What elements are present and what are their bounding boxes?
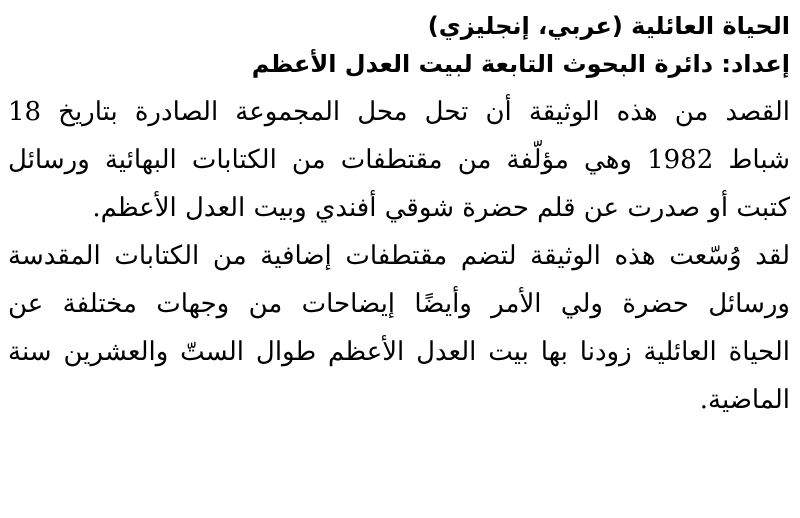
paragraph-1-line-2: شباط 1982 وهي مؤلّفة من مقتطفات من الكتابات البهائية ورسائل (8, 145, 790, 175)
paragraph-2-line-2: ورسائل حضرة ولي الأمر وأيضًا إيضاحات من وجهات مختلفة عن (8, 289, 790, 319)
paragraph-1-line-3: كتبت أو صدرت عن قلم حضرة شوقي أفندي وبيت العدل الأعظم. (92, 193, 790, 223)
paragraph-2-line-3: الحياة العائلية زودنا بها بيت العدل الأعظم طوال الستّ والعشرين سنة (8, 337, 790, 367)
paragraph-1-line-1: القصد من هذه الوثيقة أن تحل محل المجموعة الصادرة بتاريخ 18 (8, 97, 790, 127)
paragraph-2-line-4: الماضية. (699, 385, 790, 415)
paragraph-1 (8, 88, 790, 232)
document-author: إعداد: دائرة البحوث التابعة لبيت العدل الأعظم (251, 50, 790, 78)
paragraph-2 (8, 232, 790, 424)
paragraph-2-line-1: لقد وُسّعت هذه الوثيقة لتضم مقتطفات إضافية من الكتابات المقدسة (8, 241, 790, 271)
document-title: الحياة العائلية (عربي، إنجليزي) (427, 12, 790, 40)
